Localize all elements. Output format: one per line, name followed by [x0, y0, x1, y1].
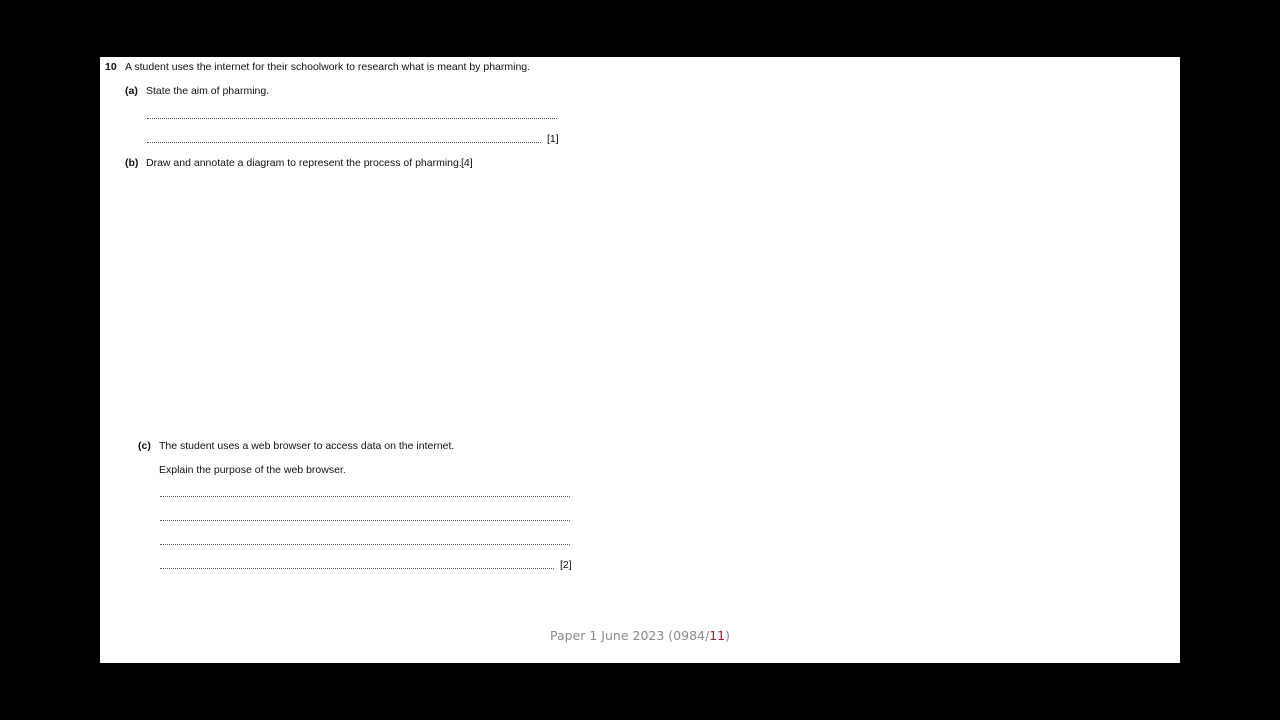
paper-caption-prefix: Paper 1 June 2023 (0984/ [550, 628, 710, 643]
part-c-context: The student uses a web browser to access data on the internet. [159, 440, 455, 452]
part-a-marks: [1] [547, 133, 559, 145]
part-c-label: (c) [138, 440, 151, 452]
diagram-answer-area[interactable] [146, 177, 646, 427]
paper-caption [100, 628, 1180, 643]
part-c-marks: [2] [560, 559, 572, 571]
part-b-label: (b) [125, 157, 139, 169]
answer-line-c-2[interactable] [160, 520, 570, 521]
exam-page [100, 57, 1180, 663]
part-b-marks: [4] [461, 157, 473, 169]
part-b-prompt: Draw and annotate a diagram to represent the process of pharming. [146, 157, 462, 169]
question-stem: A student uses the internet for their schoolwork to research what is meant by pharming. [125, 61, 531, 73]
part-c-prompt: Explain the purpose of the web browser. [159, 464, 346, 476]
part-a-label: (a) [125, 85, 138, 97]
answer-line-c-4[interactable] [160, 568, 554, 569]
answer-line-a-1[interactable] [147, 118, 557, 119]
paper-caption-suffix: ) [725, 628, 730, 643]
question-number: 10 [105, 61, 117, 73]
answer-line-c-1[interactable] [160, 496, 570, 497]
answer-line-a-2[interactable] [147, 142, 541, 143]
paper-code: 11 [709, 628, 726, 643]
part-a-prompt: State the aim of pharming. [146, 85, 270, 97]
answer-line-c-3[interactable] [160, 544, 570, 545]
